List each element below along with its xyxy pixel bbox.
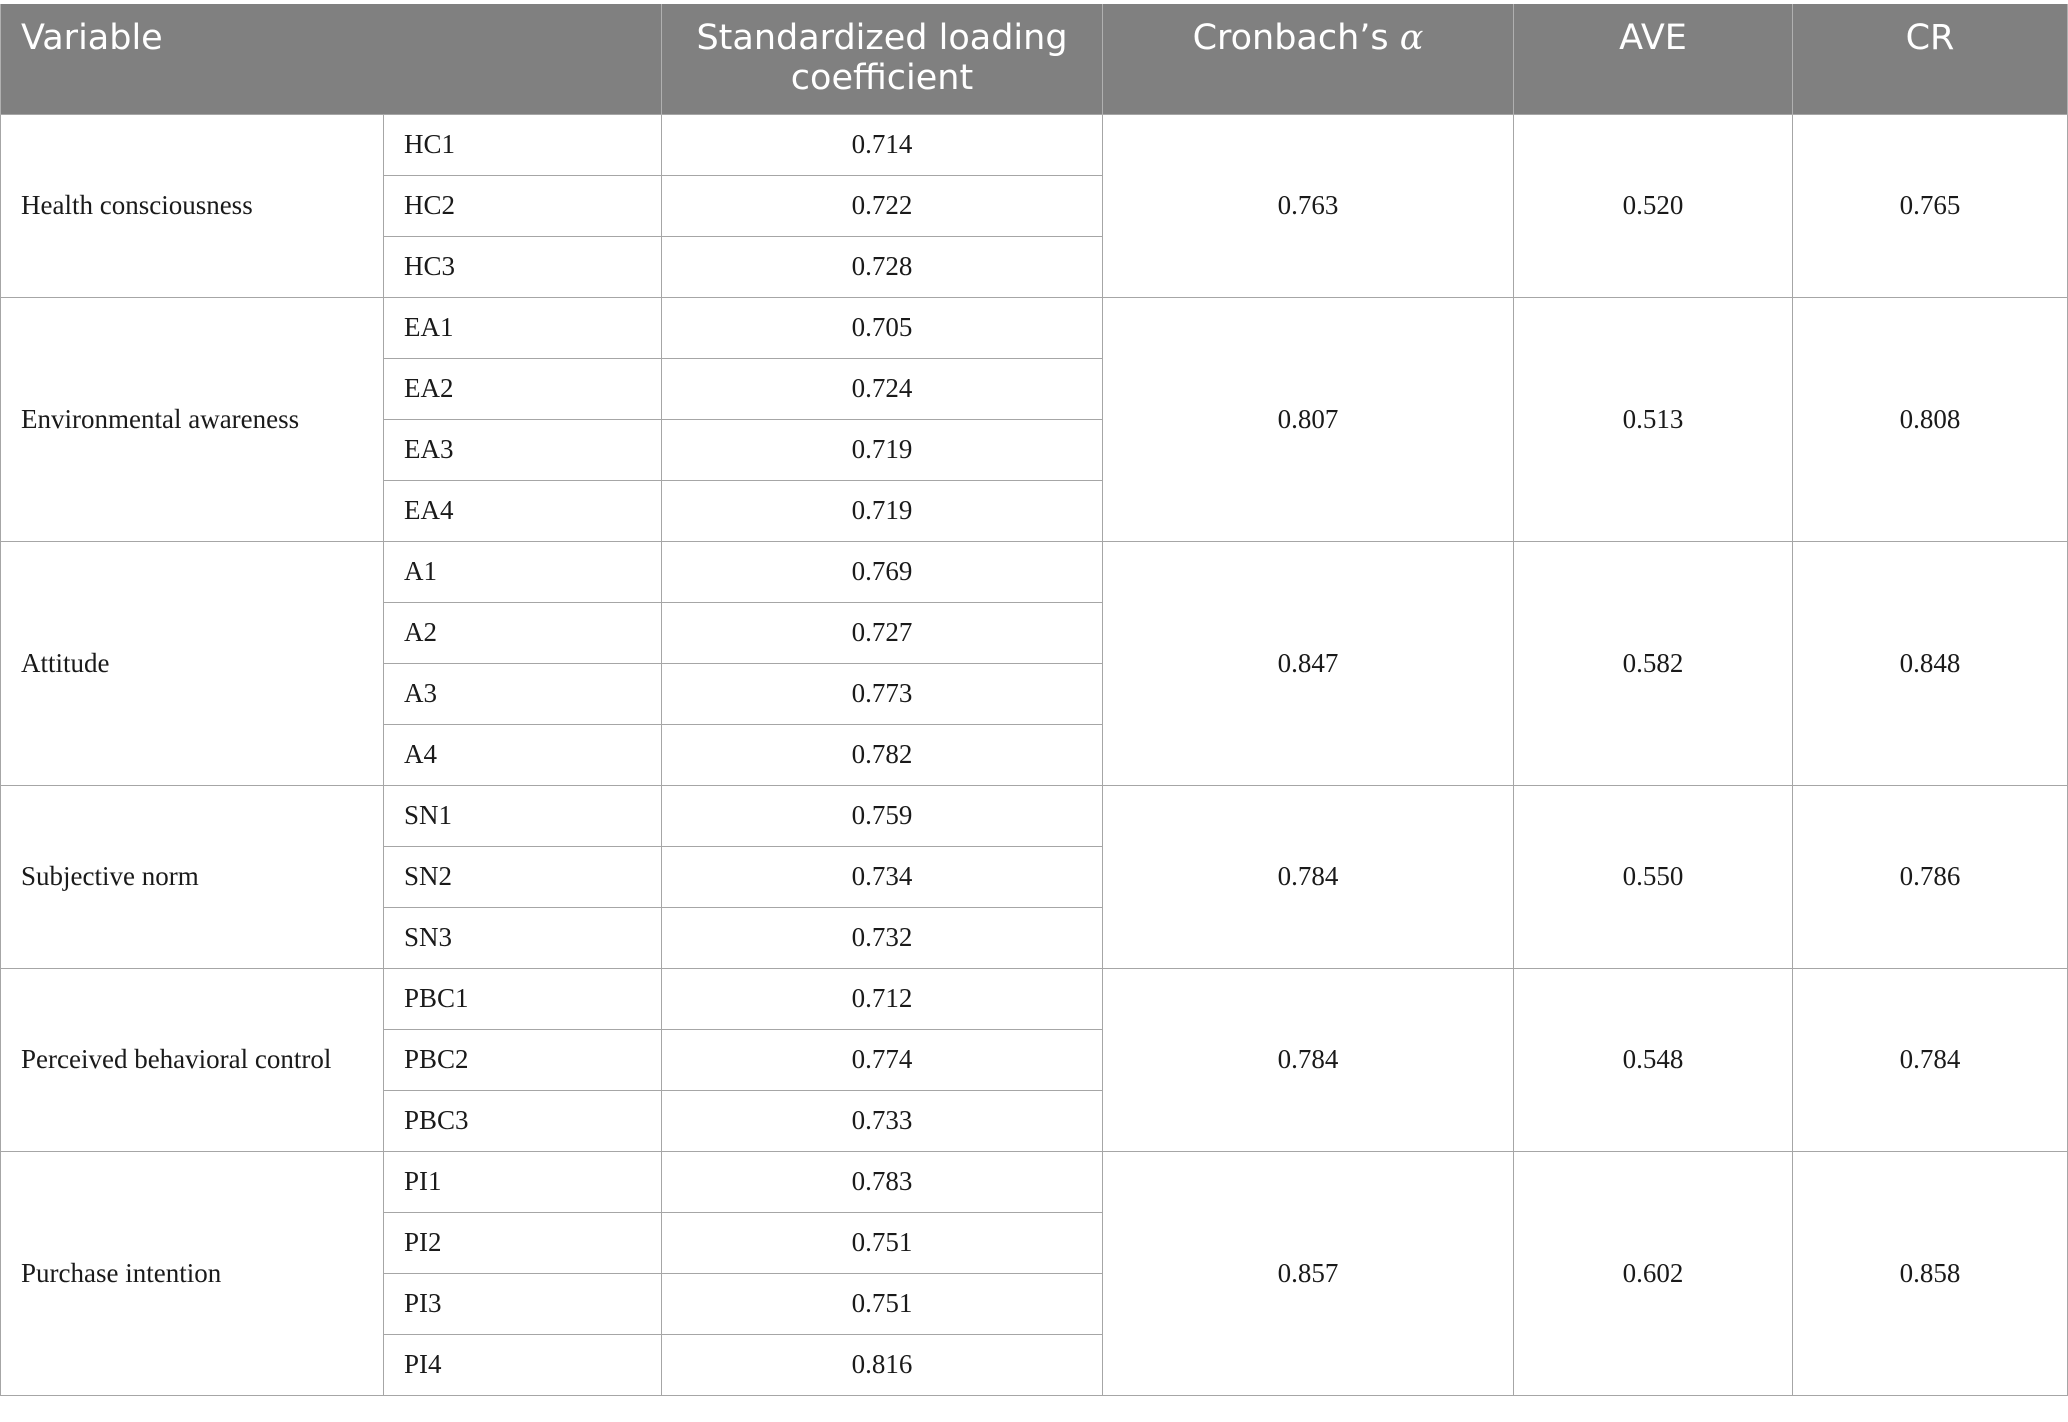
header-loading: Standardized loading coefficient xyxy=(662,4,1103,114)
item-code: EA3 xyxy=(384,419,662,480)
table-header xyxy=(1,4,2068,114)
loading-value: 0.722 xyxy=(662,175,1103,236)
variable-name: Health consciousness xyxy=(1,114,384,297)
alpha-value: 0.857 xyxy=(1103,1151,1514,1395)
item-code: EA4 xyxy=(384,480,662,541)
item-code: HC3 xyxy=(384,236,662,297)
loading-value: 0.728 xyxy=(662,236,1103,297)
ave-value: 0.520 xyxy=(1514,114,1793,297)
item-code: PI2 xyxy=(384,1212,662,1273)
item-code: PI1 xyxy=(384,1151,662,1212)
item-code: PBC3 xyxy=(384,1090,662,1151)
item-code: A1 xyxy=(384,541,662,602)
cr-value: 0.765 xyxy=(1793,114,2068,297)
ave-value: 0.602 xyxy=(1514,1151,1793,1395)
loading-value: 0.774 xyxy=(662,1029,1103,1090)
alpha-value: 0.847 xyxy=(1103,541,1514,785)
cr-value: 0.786 xyxy=(1793,785,2068,968)
cr-value: 0.784 xyxy=(1793,968,2068,1151)
item-code: EA1 xyxy=(384,297,662,358)
header-cr: CR xyxy=(1793,4,2068,114)
variable-name: Subjective norm xyxy=(1,785,384,968)
loading-value: 0.816 xyxy=(662,1334,1103,1395)
table-body xyxy=(1,114,2068,1395)
reliability-table xyxy=(0,4,2068,1396)
table-row xyxy=(1,968,2068,1029)
ave-value: 0.513 xyxy=(1514,297,1793,541)
table-row xyxy=(1,114,2068,175)
loading-value: 0.783 xyxy=(662,1151,1103,1212)
header-row xyxy=(1,4,2068,114)
loading-value: 0.773 xyxy=(662,663,1103,724)
item-code: SN3 xyxy=(384,907,662,968)
alpha-symbol: α xyxy=(1399,18,1424,58)
table-row xyxy=(1,1151,2068,1212)
alpha-value: 0.784 xyxy=(1103,785,1514,968)
item-code: A4 xyxy=(384,724,662,785)
item-code: HC1 xyxy=(384,114,662,175)
cr-value: 0.808 xyxy=(1793,297,2068,541)
table-row xyxy=(1,785,2068,846)
item-code: EA2 xyxy=(384,358,662,419)
item-code: SN1 xyxy=(384,785,662,846)
loading-value: 0.714 xyxy=(662,114,1103,175)
loading-value: 0.719 xyxy=(662,480,1103,541)
ave-value: 0.582 xyxy=(1514,541,1793,785)
item-code: PI4 xyxy=(384,1334,662,1395)
item-code: A3 xyxy=(384,663,662,724)
loading-value: 0.782 xyxy=(662,724,1103,785)
loading-value: 0.751 xyxy=(662,1212,1103,1273)
loading-value: 0.734 xyxy=(662,846,1103,907)
item-code: PBC1 xyxy=(384,968,662,1029)
loading-value: 0.769 xyxy=(662,541,1103,602)
item-code: HC2 xyxy=(384,175,662,236)
header-variable: Variable xyxy=(1,4,662,114)
loading-value: 0.724 xyxy=(662,358,1103,419)
item-code: SN2 xyxy=(384,846,662,907)
variable-name: Purchase intention xyxy=(1,1151,384,1395)
ave-value: 0.550 xyxy=(1514,785,1793,968)
variable-name: Attitude xyxy=(1,541,384,785)
ave-value: 0.548 xyxy=(1514,968,1793,1151)
item-code: PBC2 xyxy=(384,1029,662,1090)
loading-value: 0.733 xyxy=(662,1090,1103,1151)
loading-value: 0.727 xyxy=(662,602,1103,663)
table-row xyxy=(1,297,2068,358)
loading-value: 0.712 xyxy=(662,968,1103,1029)
loading-value: 0.719 xyxy=(662,419,1103,480)
header-alpha xyxy=(1103,4,1514,114)
alpha-value: 0.763 xyxy=(1103,114,1514,297)
variable-name: Environmental awareness xyxy=(1,297,384,541)
header-ave: AVE xyxy=(1514,4,1793,114)
loading-value: 0.751 xyxy=(662,1273,1103,1334)
alpha-value: 0.807 xyxy=(1103,297,1514,541)
loading-value: 0.732 xyxy=(662,907,1103,968)
item-code: PI3 xyxy=(384,1273,662,1334)
loading-value: 0.705 xyxy=(662,297,1103,358)
table-row xyxy=(1,541,2068,602)
alpha-value: 0.784 xyxy=(1103,968,1514,1151)
loading-value: 0.759 xyxy=(662,785,1103,846)
header-alpha-text: Cronbach’s xyxy=(1192,18,1400,58)
item-code: A2 xyxy=(384,602,662,663)
cr-value: 0.848 xyxy=(1793,541,2068,785)
cr-value: 0.858 xyxy=(1793,1151,2068,1395)
variable-name: Perceived behavioral control xyxy=(1,968,384,1151)
